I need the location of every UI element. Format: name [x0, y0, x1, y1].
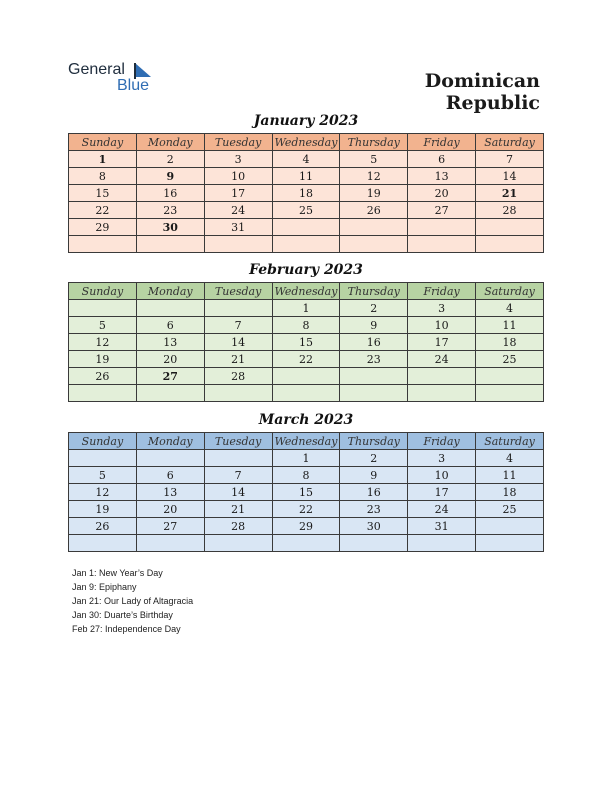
- empty-day-cell: [340, 385, 408, 402]
- empty-day-cell: [136, 300, 204, 317]
- weekday-header-row: [69, 134, 544, 151]
- day-cell: 31: [204, 219, 272, 236]
- week-row: [69, 219, 544, 236]
- day-cell: 1: [272, 450, 340, 467]
- empty-day-cell: [408, 219, 476, 236]
- holiday-item: Jan 30: Duarte’s Birthday: [72, 610, 173, 620]
- empty-day-cell: [136, 535, 204, 552]
- day-cell: 23: [340, 351, 408, 368]
- empty-day-cell: [340, 219, 408, 236]
- holiday-day-cell: 30: [136, 219, 204, 236]
- week-row: [69, 501, 544, 518]
- day-cell: 28: [204, 518, 272, 535]
- logo-general-text: General: [68, 61, 125, 78]
- calendar-february: [68, 282, 544, 402]
- day-cell: 13: [136, 334, 204, 351]
- month-title-january: January 2023: [253, 113, 359, 129]
- weekday-header-wednesday: Wednesday: [272, 134, 340, 151]
- holiday-day-cell: 21: [476, 185, 544, 202]
- day-cell: 14: [204, 334, 272, 351]
- day-cell: 17: [204, 185, 272, 202]
- day-cell: 4: [476, 450, 544, 467]
- day-cell: 25: [476, 351, 544, 368]
- day-cell: 30: [340, 518, 408, 535]
- day-cell: 22: [69, 202, 137, 219]
- weekday-header-monday: Monday: [136, 283, 204, 300]
- day-cell: 3: [204, 151, 272, 168]
- week-row: [69, 351, 544, 368]
- empty-day-cell: [136, 450, 204, 467]
- empty-day-cell: [204, 385, 272, 402]
- calendar-body: [69, 151, 544, 253]
- day-cell: 5: [340, 151, 408, 168]
- holiday-item: Feb 27: Independence Day: [72, 624, 181, 634]
- day-cell: 9: [340, 317, 408, 334]
- week-row: [69, 317, 544, 334]
- empty-day-cell: [476, 368, 544, 385]
- weekday-header-thursday: Thursday: [340, 433, 408, 450]
- day-cell: 10: [408, 317, 476, 334]
- day-cell: 14: [476, 168, 544, 185]
- week-row: [69, 300, 544, 317]
- day-cell: 21: [204, 501, 272, 518]
- day-cell: 22: [272, 501, 340, 518]
- day-cell: 9: [340, 467, 408, 484]
- holiday-day-cell: 9: [136, 168, 204, 185]
- weekday-header-row: [69, 433, 544, 450]
- weekday-header-friday: Friday: [408, 134, 476, 151]
- weekday-header-wednesday: Wednesday: [272, 433, 340, 450]
- day-cell: 29: [272, 518, 340, 535]
- day-cell: 20: [136, 501, 204, 518]
- day-cell: 18: [476, 484, 544, 501]
- day-cell: 27: [136, 518, 204, 535]
- day-cell: 12: [340, 168, 408, 185]
- day-cell: 17: [408, 484, 476, 501]
- weekday-header-friday: Friday: [408, 283, 476, 300]
- empty-day-cell: [69, 535, 137, 552]
- day-cell: 5: [69, 317, 137, 334]
- weekday-header-sunday: Sunday: [69, 134, 137, 151]
- week-row: [69, 151, 544, 168]
- day-cell: 17: [408, 334, 476, 351]
- day-cell: 18: [272, 185, 340, 202]
- day-cell: 20: [136, 351, 204, 368]
- empty-day-cell: [272, 368, 340, 385]
- calendar-body: [69, 300, 544, 402]
- empty-day-cell: [69, 236, 137, 253]
- week-row: [69, 467, 544, 484]
- month-title-february: February 2023: [249, 262, 363, 278]
- day-cell: 6: [136, 317, 204, 334]
- weekday-header-saturday: Saturday: [476, 283, 544, 300]
- day-cell: 4: [272, 151, 340, 168]
- day-cell: 3: [408, 450, 476, 467]
- week-row: [69, 535, 544, 552]
- day-cell: 14: [204, 484, 272, 501]
- week-row: [69, 334, 544, 351]
- week-row: [69, 484, 544, 501]
- day-cell: 12: [69, 334, 137, 351]
- weekday-header-monday: Monday: [136, 433, 204, 450]
- day-cell: 10: [408, 467, 476, 484]
- day-cell: 7: [476, 151, 544, 168]
- day-cell: 1: [272, 300, 340, 317]
- empty-day-cell: [272, 385, 340, 402]
- week-row: [69, 202, 544, 219]
- empty-day-cell: [69, 300, 137, 317]
- day-cell: 8: [272, 467, 340, 484]
- month-title-march: March 2023: [258, 412, 354, 428]
- day-cell: 24: [408, 501, 476, 518]
- day-cell: 13: [136, 484, 204, 501]
- day-cell: 18: [476, 334, 544, 351]
- day-cell: 25: [476, 501, 544, 518]
- day-cell: 3: [408, 300, 476, 317]
- day-cell: 26: [69, 368, 137, 385]
- day-cell: 10: [204, 168, 272, 185]
- empty-day-cell: [476, 236, 544, 253]
- day-cell: 8: [69, 168, 137, 185]
- generalblue-logo: [68, 60, 168, 96]
- country-title: Dominican Republic: [424, 70, 540, 114]
- weekday-header-thursday: Thursday: [340, 134, 408, 151]
- day-cell: 19: [69, 351, 137, 368]
- day-cell: 16: [340, 334, 408, 351]
- day-cell: 2: [340, 450, 408, 467]
- week-row: [69, 385, 544, 402]
- day-cell: 28: [476, 202, 544, 219]
- weekday-header-saturday: Saturday: [476, 134, 544, 151]
- day-cell: 23: [136, 202, 204, 219]
- holiday-day-cell: 1: [69, 151, 137, 168]
- calendar-march: [68, 432, 544, 552]
- logo-blue-text: Blue: [117, 77, 150, 94]
- day-cell: 25: [272, 202, 340, 219]
- empty-day-cell: [476, 385, 544, 402]
- weekday-header-wednesday: Wednesday: [272, 283, 340, 300]
- day-cell: 7: [204, 467, 272, 484]
- empty-day-cell: [476, 535, 544, 552]
- day-cell: 12: [69, 484, 137, 501]
- day-cell: 28: [204, 368, 272, 385]
- empty-day-cell: [340, 368, 408, 385]
- weekday-header-thursday: Thursday: [340, 283, 408, 300]
- day-cell: 7: [204, 317, 272, 334]
- holiday-day-cell: 27: [136, 368, 204, 385]
- day-cell: 6: [136, 467, 204, 484]
- holiday-item: Jan 1: New Year’s Day: [72, 568, 163, 578]
- calendar-body: [69, 450, 544, 552]
- day-cell: 24: [408, 351, 476, 368]
- day-cell: 23: [340, 501, 408, 518]
- day-cell: 2: [340, 300, 408, 317]
- empty-day-cell: [204, 450, 272, 467]
- day-cell: 21: [204, 351, 272, 368]
- holiday-item: Jan 21: Our Lady of Altagracia: [72, 596, 194, 606]
- empty-day-cell: [136, 385, 204, 402]
- empty-day-cell: [204, 300, 272, 317]
- empty-day-cell: [476, 219, 544, 236]
- weekday-header-tuesday: Tuesday: [204, 433, 272, 450]
- day-cell: 11: [476, 317, 544, 334]
- empty-day-cell: [408, 385, 476, 402]
- empty-day-cell: [476, 518, 544, 535]
- day-cell: 2: [136, 151, 204, 168]
- day-cell: 29: [69, 219, 137, 236]
- day-cell: 16: [340, 484, 408, 501]
- day-cell: 11: [476, 467, 544, 484]
- empty-day-cell: [340, 535, 408, 552]
- day-cell: 13: [408, 168, 476, 185]
- empty-day-cell: [69, 385, 137, 402]
- day-cell: 27: [408, 202, 476, 219]
- holiday-item: Jan 9: Epiphany: [72, 582, 137, 592]
- day-cell: 6: [408, 151, 476, 168]
- day-cell: 20: [408, 185, 476, 202]
- day-cell: 31: [408, 518, 476, 535]
- day-cell: 24: [204, 202, 272, 219]
- day-cell: 15: [272, 484, 340, 501]
- weekday-header-tuesday: Tuesday: [204, 283, 272, 300]
- day-cell: 22: [272, 351, 340, 368]
- empty-day-cell: [69, 450, 137, 467]
- empty-day-cell: [272, 535, 340, 552]
- weekday-header-row: [69, 283, 544, 300]
- weekday-header-monday: Monday: [136, 134, 204, 151]
- week-row: [69, 168, 544, 185]
- empty-day-cell: [408, 368, 476, 385]
- day-cell: 4: [476, 300, 544, 317]
- day-cell: 15: [272, 334, 340, 351]
- day-cell: 26: [340, 202, 408, 219]
- empty-day-cell: [272, 219, 340, 236]
- calendar-january: [68, 133, 544, 253]
- week-row: [69, 518, 544, 535]
- weekday-header-friday: Friday: [408, 433, 476, 450]
- empty-day-cell: [136, 236, 204, 253]
- weekday-header-sunday: Sunday: [69, 433, 137, 450]
- day-cell: 11: [272, 168, 340, 185]
- empty-day-cell: [272, 236, 340, 253]
- empty-day-cell: [204, 535, 272, 552]
- day-cell: 26: [69, 518, 137, 535]
- day-cell: 19: [340, 185, 408, 202]
- weekday-header-saturday: Saturday: [476, 433, 544, 450]
- week-row: [69, 236, 544, 253]
- week-row: [69, 368, 544, 385]
- empty-day-cell: [408, 236, 476, 253]
- day-cell: 5: [69, 467, 137, 484]
- day-cell: 8: [272, 317, 340, 334]
- weekday-header-sunday: Sunday: [69, 283, 137, 300]
- holiday-list: [72, 566, 193, 636]
- day-cell: 16: [136, 185, 204, 202]
- week-row: [69, 185, 544, 202]
- empty-day-cell: [340, 236, 408, 253]
- day-cell: 19: [69, 501, 137, 518]
- weekday-header-tuesday: Tuesday: [204, 134, 272, 151]
- day-cell: 15: [69, 185, 137, 202]
- empty-day-cell: [408, 535, 476, 552]
- week-row: [69, 450, 544, 467]
- empty-day-cell: [204, 236, 272, 253]
